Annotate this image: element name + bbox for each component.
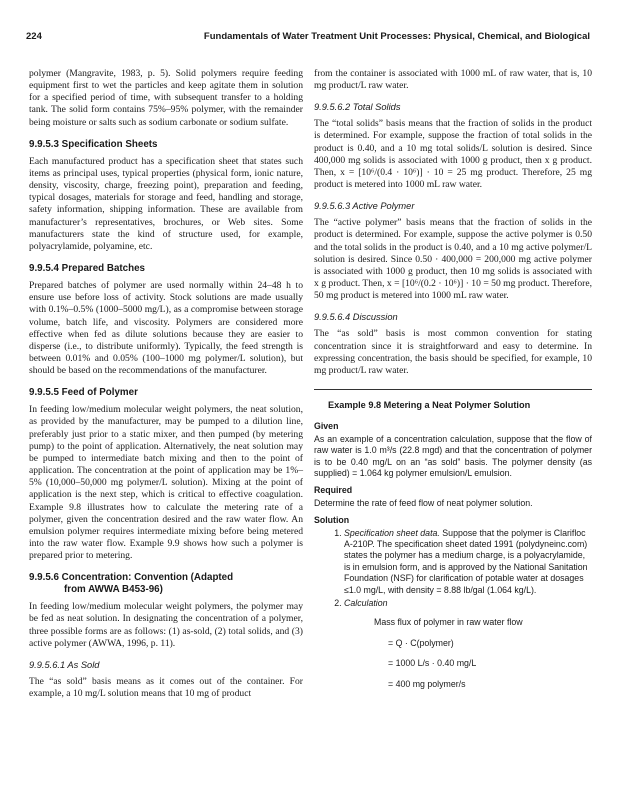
solution-step-1 [344,528,592,596]
running-header [26,31,590,47]
section-9-9-5-5-heading: 9.9.5.5 Feed of Polymer [29,387,138,399]
required-label: Required [314,485,353,496]
section-9-9-5-6-text: In feeding low/medium molecular weight polymers, the polymer may be fed as neat solution. In designating the concentration of a polymer, three possible forms are as follows: (1) as-sold, (2) total solids, and (3) active polymer (AWWA, 1996, p. 11). [29,601,303,649]
section-9-9-5-6-1-text: The “as sold” basis means as it comes out of the container. For example, a 10 mg/L solution means that 10 mg of product [29,675,303,700]
example-title: Example 9.8 Metering a Neat Polymer Solution [328,399,531,410]
section-9-9-5-6-4-text: The “as sold” basis is most common convention for stating concentration since it is straightforward and easy to determine. In expressing concentration, the basis should be specified, for example, 10 mg product/L raw water. [314,328,592,376]
section-9-9-5-6-heading-line2: from AWWA B453-96) [64,584,163,596]
section-9-9-5-6-4-heading: 9.9.5.6.4 Discussion [314,312,398,323]
calc-label: Mass flux of polymer in raw water flow [374,617,523,628]
step-1-label: Specification sheet data. [344,527,440,538]
right-column [314,68,592,699]
section-9-9-5-6-heading-line1: 9.9.5.6 Concentration: Convention (Adapted [29,572,234,584]
given-text: As an example of a concentration calculation, suppose that the flow of raw water is 1.0 m³/s (22.8 mgd) and that the concentration of polymer is to be 0.40 mg/L on an “as sold” basis. The polymer density (as supplied) = 1.064 kg polymer emulsion/L emulsion. [314,433,592,478]
section-9-9-5-6-2-heading: 9.9.5.6.2 Total Solids [314,102,401,113]
running-title: Fundamentals of Water Treatment Unit Processes: Physical, Chemical, and Biological [203,31,590,42]
section-9-9-5-6-3-text: The “active polymer” basis means that the fraction of solids in the product is determined. For example, suppose the active polymer is 0.50 and the total solids in the product is 0.40, and a 10 mg active polymer/L solution is desired. Since 0.50 · 400,000 = 200,000 mg active polymer is associated with 1000 g product, then 10 mg solids is associated with x g product. Then, x = [10⁶/(0.2 · 10⁶)] · 10 = 50 mg product. Therefore, 50 mg product is metered into 1000 mL raw water. [314,217,592,302]
intro-paragraph: polymer (Mangravite, 1983, p. 5). Solid polymers require feeding equipment first to wet the particles and keep agitate them in solution for a specified period of time, with subsequent transfer to a holding tank. The solid form contains 75%–95% polymer, with the remainder being moisture or salts such as sodium carbonate or sodium sulfate. [29,68,303,128]
section-9-9-5-3-heading: 9.9.5.3 Specification Sheets [29,138,158,150]
section-9-9-5-6-2-text: The “total solids” basis means that the fraction of solids in the product is determined. For example, suppose the fraction of total solids in the product is 0.40, and a 10 mg total solids/L solution is desired. Since 400,000 mg solids is associated with 1000 g product, then x g product. Then, x = [10⁶/(0.4 · 10⁶)] · 10 = 25 mg product. Therefore, 25 mg product is metered into 1000 mL raw water. [314,118,592,191]
calc-line-3: = 400 mg polymer/s [388,678,466,689]
calc-line-1: = Q · C(polymer) [388,637,454,648]
section-9-9-5-6-heading [29,572,303,596]
given-label: Given [314,421,339,432]
solution-step-2 [344,598,592,609]
example-divider [314,389,592,390]
step-1-text: Suppose that the polymer is Clarifloc A-210P. The specification sheet dated 1991 (polydyneinc.com) states the polymer has a medium charge, is a polyacrylamide, is in emulsion form, and is approved by the National Sanitation Foundation (NSF) for clarification of potable water at dosages ≤1.0 mg/L, with density = 8.88 lb/gal (1.064 kg/L). [344,527,588,595]
required-text: Determine the rate of feed flow of neat polymer solution. [314,497,533,508]
section-9-9-5-6-3-heading: 9.9.5.6.3 Active Polymer [314,201,415,212]
section-9-9-5-4-text: Prepared batches of polymer are used normally within 24–48 h to ensure use before loss of activity. Stock solutions are made usually with 0.1%–0.5% (1000–5000 mg/L), as a compromise between storage volume, batch life, and viscosity. Polymers are considered more effective when fed as dilute solutions because they are easier to disperse (i.e., to distribute uniformly). Typically, the feed strength is between 0.01% and 0.05% (100–1000 mg polymer/L solution), but should be based on the recommendations of the manufacturer. [29,280,303,377]
step-2-label: Calculation [344,598,388,609]
calculation-block [374,617,592,690]
section-9-9-5-5-text: In feeding low/medium molecular weight polymers, the neat solution, as provided by the manufacturer, may be pumped to a dilution line, preferably just prior to a static mixer, and then pumped (by metering pump) to the point of application. Alternatively, the neat solution may be pumped to intermediate batch mixing and then to the point of application. The concentration at the point of application may be 1%–5% (10,000–50,000 mg polymer/L solution). Mixing at the point of application is the next step, which is critical to effective coagulation. Example 9.8 illustrates how to calculate the metering rate of a polymer, given the concentration desired and the raw water flow. An emulsion polymer requires intermediate mixing before being metered into the raw water flow. Example 9.9 shows how such a polymer is prepared prior to metering. [29,404,303,562]
solution-label: Solution [314,515,350,526]
left-column [29,68,303,707]
section-9-9-5-4-heading: 9.9.5.4 Prepared Batches [29,263,145,275]
calc-line-2: = 1000 L/s · 0.40 mg/L [388,658,477,669]
section-9-9-5-3-text: Each manufactured product has a specification sheet that states such items as principal uses, typical properties (physical form, ionic nature, density, viscosity, charge, freezing point), preparation and feeding, typical dosages, materials for storage and feed, handling and storage, safety information, shipping information. These are available from manufacturer’s representatives, brochures, or Web sites. Some manufacturers state the kind of structure used, for example, polyacrylamide, polyamine, etc. [29,155,303,252]
example-9-8 [314,400,592,690]
page-number: 224 [26,31,42,42]
continued-paragraph: from the container is associated with 1000 mL of raw water, that is, 10 mg product/L raw water. [314,68,592,92]
section-9-9-5-6-1-heading: 9.9.5.6.1 As Sold [29,659,100,670]
solution-steps [314,528,592,610]
